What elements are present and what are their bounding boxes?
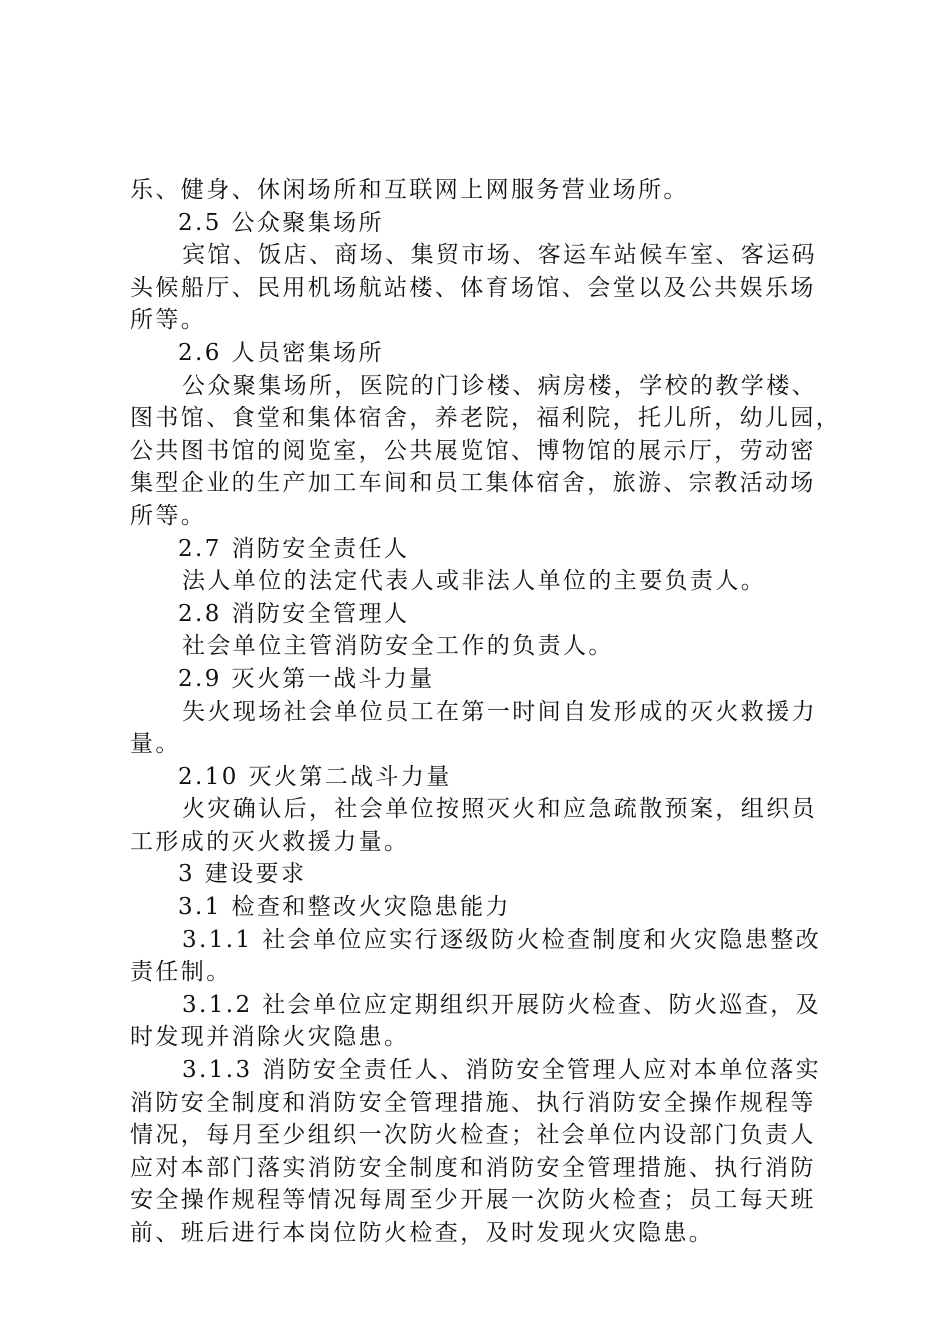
section-heading: 2.9 灭火第一战斗力量 [178,665,435,692]
text-line: 公共图书馆的阅览室，公共展览馆、博物馆的展示厅，劳动密 [130,437,816,464]
text-line: 3.1.1 社会单位应实行逐级防火检查制度和火灾隐患整改 [182,926,822,953]
text-line: 情况，每月至少组织一次防火检查；社会单位内设部门负责人 [130,1122,816,1149]
text-line: 乐、健身、休闲场所和互联网上网服务营业场所。 [130,177,689,203]
text-line: 图书馆、食堂和集体宿舍，养老院，福利院，托儿所，幼儿园， [130,405,842,432]
text-line: 时发现并消除火灾隐患。 [130,1024,410,1051]
text-line: 公众聚集场所，医院的门诊楼、病房楼，学校的教学楼、 [182,372,817,399]
section-heading: 2.10 灭火第二战斗力量 [178,763,452,790]
text-line: 应对本部门落实消防安全制度和消防安全管理措施、执行消防 [130,1154,816,1181]
text-line: 3.1.3 消防安全责任人、消防安全管理人应对本单位落实 [182,1057,822,1084]
section-heading: 3 建设要求 [178,861,307,888]
text-line: 所等。 [130,502,207,529]
text-line: 前、班后进行本岗位防火检查，及时发现火灾隐患。 [130,1220,715,1246]
text-line: 社会单位主管消防安全工作的负责人。 [182,633,614,660]
text-line: 所等。 [130,307,207,334]
section-heading: 2.6 人员密集场所 [178,339,384,366]
section-heading: 2.5 公众聚集场所 [178,209,384,236]
text-line: 火灾确认后，社会单位按照灭火和应急疏散预案，组织员 [182,796,817,823]
text-line: 头候船厅、民用机场航站楼、体育场馆、会堂以及公共娱乐场 [130,274,816,301]
document-body [130,174,842,1250]
section-heading: 2.7 消防安全责任人 [178,535,410,562]
text-line: 法人单位的法定代表人或非法人单位的主要负责人。 [182,568,767,595]
text-line: 集型企业的生产加工车间和员工集体宿舍，旅游、宗教活动场 [130,470,816,497]
text-line: 宾馆、饭店、商场、集贸市场、客运车站候车室、客运码 [182,242,817,269]
text-line: 量。 [130,731,181,758]
text-line: 失火现场社会单位员工在第一时间自发形成的灭火救援力 [182,698,817,725]
text-line: 3.1.2 社会单位应定期组织开展防火检查、防火巡查，及 [182,991,822,1018]
text-line: 责任制。 [130,959,232,986]
section-heading: 3.1 检查和整改火灾隐患能力 [178,894,511,921]
text-line: 安全操作规程等情况每周至少开展一次防火检查；员工每天班 [130,1187,816,1214]
text-line: 工形成的灭火救援力量。 [130,828,410,855]
text-line: 消防安全制度和消防安全管理措施、执行消防安全操作规程等 [130,1089,816,1116]
section-heading: 2.8 消防安全管理人 [178,600,410,627]
